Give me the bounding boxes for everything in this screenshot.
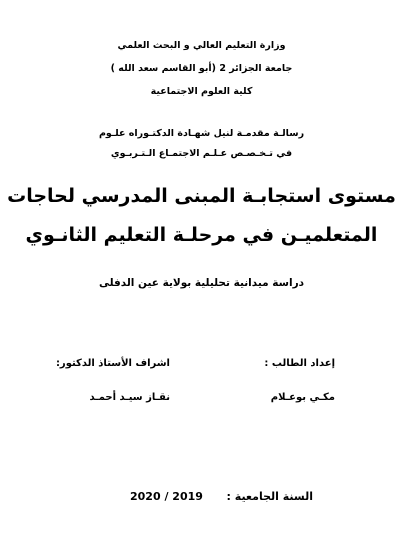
thesis-title-line-2: المتعلميـن في مرحلـة التعليم الثانـوي — [25, 224, 378, 246]
faculty-name: كلية العلوم الاجتماعية — [150, 86, 253, 97]
academic-year-value: 2020 / 2019 — [130, 490, 203, 503]
degree-specialization: في تـخـصـص عـلـم الاجتمـاع الـتـربـوي — [110, 148, 293, 159]
academic-year-label: السنة الجامعية : — [226, 490, 313, 503]
ministry-name: وزارة التعليم العالي و البحث العلمي — [117, 40, 286, 51]
supervisor-label: اشراف الأستاذ الدكتور: — [55, 358, 170, 369]
university-name: جامعة الجزائر 2 (أبو القاسم سعد الله ) — [110, 63, 293, 74]
student-label: إعداد الطالب : — [264, 358, 335, 369]
thesis-subtitle: دراسة ميدانية تحليلية بولاية عين الدفلى — [98, 277, 305, 289]
supervisor-name: نقـاز سيـد أحمـد — [89, 392, 170, 403]
thesis-title-line-1: مستوى استجابـة المبنى المدرسي لحاجات — [7, 185, 396, 207]
student-name: مكـي بوعـلام — [270, 392, 335, 403]
degree-statement: رسالـة مقدمـة لنيل شهـادة الدكتـوراه علـوم — [98, 128, 305, 139]
